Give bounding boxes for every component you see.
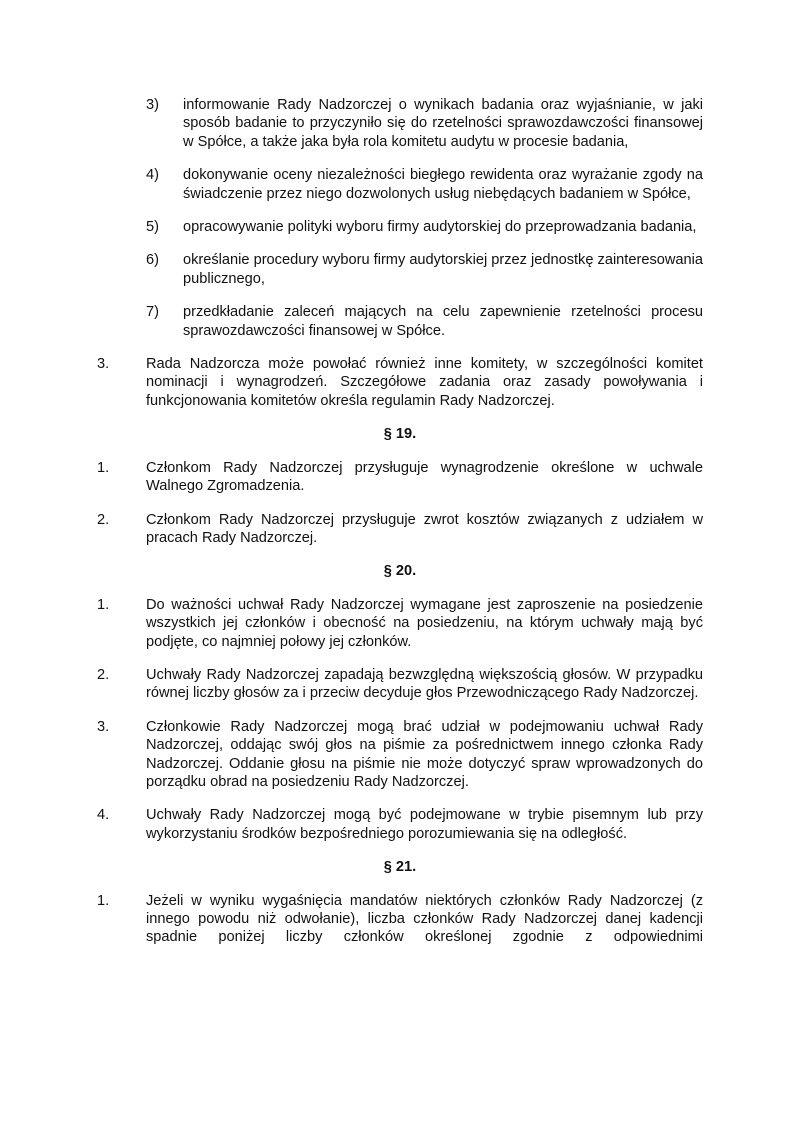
paragraph-item (0, 511, 800, 548)
list-item (0, 218, 800, 236)
item-number: 7) (146, 304, 159, 321)
item-text: Rada Nadzorcza może powołać również inne komitety, w szczególności komitet nominacji i wynagrodzeń. Szczegółowe zadania oraz zasady powoływania i funkcjonowania komitetów określa regulamin Rady Nadzorczej. (146, 356, 703, 409)
item-number: 3) (146, 97, 159, 113)
item-number: 2. (97, 666, 110, 683)
item-text: opracowywanie polityki wyboru firmy audytorskiej do przeprowadzania badania, (183, 219, 697, 236)
item-number: 4. (97, 807, 110, 824)
section-heading: § 19. (383, 426, 417, 443)
item-number: 1. (97, 459, 110, 476)
item-text: Członkom Rady Nadzorczej przysługuje wynagrodzenie określone w uchwale Walnego Zgromadzenia. (146, 459, 703, 495)
paragraph-item (0, 806, 800, 843)
item-text: Członkowie Rady Nadzorczej mogą brać udział w podejmowaniu uchwał Rady Nadzorczej, oddając swój głos na piśmie za pośrednictwem innego członka Rady Nadzorczej. Oddanie głosu na piśmie nie może dotyczyć spraw wprowadzonych do porządku obrad na posiedzeniu Rady Nadzorczej. (146, 718, 703, 790)
item-text: Członkom Rady Nadzorczej przysługuje zwrot kosztów związanych z udziałem w pracach Rady Nadzorczej. (146, 511, 703, 546)
paragraph-item (0, 355, 800, 410)
item-number: 1. (97, 892, 110, 909)
item-text: określanie procedury wyboru firmy audytorskiej przez jednostkę zainteresowania publicznego, (183, 252, 703, 287)
item-number: 1. (97, 596, 110, 613)
section-heading: § 20. (383, 563, 417, 580)
item-text: Jeżeli w wyniku wygaśnięcia mandatów niektórych członków Rady Nadzorczej (z innego powodu niż odwołanie), liczba członków Rady Nadzorczej danej kadencji spadnie poniżej liczby członków określonej zgodnie z odpowiednimi (146, 892, 703, 946)
item-number: 5) (146, 219, 159, 236)
item-text: Do ważności uchwał Rady Nadzorczej wymagane jest zaproszenie na posiedzenie wszystkich jej członków i obecność na posiedzeniu, na którym uchwały mają być podjęte, co najmniej połowy jej członków. (146, 596, 703, 650)
item-number: 2. (97, 511, 110, 528)
paragraph-item (0, 596, 800, 651)
item-number: 6) (146, 252, 159, 269)
paragraph-item (0, 718, 800, 792)
item-text: przedkładanie zaleceń mających na celu zapewnienie rzetelności procesu sprawozdawczości finansowej w Spółce. (183, 304, 703, 339)
paragraph-item (0, 666, 800, 703)
item-text: informowanie Rady Nadzorczej o wynikach badania oraz wyjaśnianie, w jaki sposób badanie to przyczyniło się do rzetelności sprawozdawczości finansowej w Spółce, a także jaka była rola komitetu audytu w procesie badania, (183, 97, 703, 150)
item-text: Uchwały Rady Nadzorczej zapadają bezwzględną większością głosów. W przypadku równej liczby głosów za i przeciw decyduje głos Przewodniczącego Rady Nadzorczej. (146, 666, 703, 702)
item-text: Uchwały Rady Nadzorczej mogą być podejmowane w trybie pisemnym lub przy wykorzystaniu środków bezpośredniego porozumiewania się na odległość. (146, 807, 703, 842)
list-item (0, 303, 800, 340)
item-number: 3. (97, 356, 110, 373)
document-page (0, 96, 800, 962)
list-item (0, 166, 800, 203)
section-heading: § 21. (383, 859, 417, 876)
paragraph-item (0, 892, 800, 947)
list-item (0, 96, 800, 151)
item-text: dokonywanie oceny niezależności biegłego rewidenta oraz wyrażanie zgody na świadczenie przez niego dozwolonych usług niebędących badaniem w Spółce, (183, 167, 703, 202)
paragraph-item (0, 459, 800, 496)
list-item (0, 251, 800, 288)
item-number: 3. (97, 718, 110, 735)
item-number: 4) (146, 167, 159, 184)
